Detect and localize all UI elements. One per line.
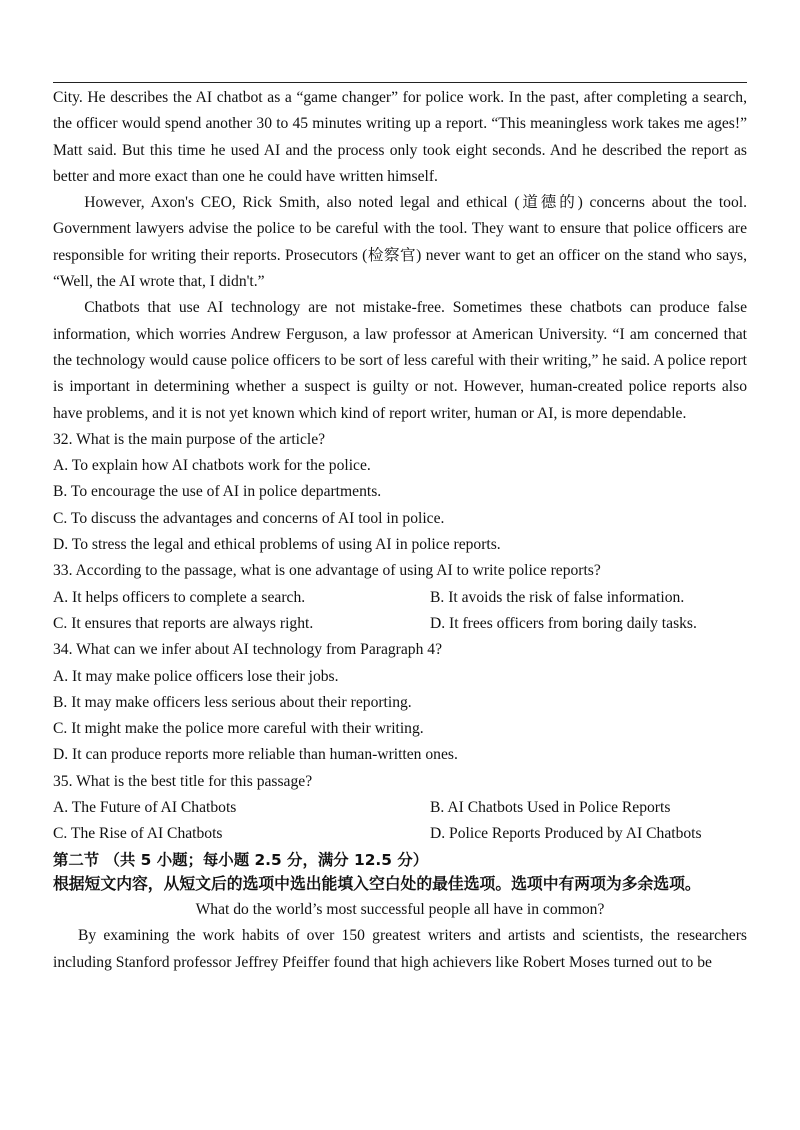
option-a: A. It helps officers to complete a search.	[53, 588, 306, 606]
option-d: D. Police Reports Produced by AI Chatbots	[430, 825, 702, 843]
question-34	[53, 637, 747, 768]
option-row	[53, 795, 747, 821]
question-35	[53, 769, 747, 848]
option-b: B. It may make officers less serious about their reporting.	[53, 693, 412, 711]
section-heading: 第二节 （共 5 小题；每小题 2.5 分，满分 12.5 分）	[53, 850, 429, 869]
option-row	[53, 585, 747, 611]
option-a: A. To explain how AI chatbots work for the police.	[53, 457, 371, 475]
option-c: C. To discuss the advantages and concerns of AI tool in police.	[53, 509, 445, 527]
section-instruction: 根据短文内容，从短文后的选项中选出能填入空白处的最佳选项。选项中有两项为多余选项。	[53, 873, 701, 893]
option-a: A. The Future of AI Chatbots	[53, 799, 237, 817]
header-rule	[53, 82, 747, 83]
option-d: D. It can produce reports more reliable than human-written ones.	[53, 746, 458, 764]
option-row	[53, 821, 747, 847]
question-stem: 34. What can we infer about AI technology from Paragraph 4?	[53, 641, 442, 659]
question-stem: 32. What is the main purpose of the article?	[53, 430, 326, 448]
option-c: C. It ensures that reports are always right.	[53, 614, 314, 632]
option-b: B. It avoids the risk of false information.	[430, 588, 685, 606]
passage-paragraph-3: Chatbots that use AI technology are not mistake-free. Sometimes these chatbots can produce false information, which worries Andrew Ferguson, a law professor at American University. “I am concerned that the technology would cause police officers to be sort of less careful with their writing,” he said. A police report is important in determining whether a suspect is guilty or not. However, human-created police reports also have problems, and it is not yet known which kind of report writer, human or AI, is more dependable.	[53, 299, 747, 422]
option-d: D. It frees officers from boring daily tasks.	[430, 614, 697, 632]
document-body	[53, 85, 747, 976]
option-d: D. To stress the legal and ethical problems of using AI in police reports.	[53, 536, 501, 554]
question-33	[53, 558, 747, 637]
option-row	[53, 611, 747, 637]
option-a: A. It may make police officers lose their jobs.	[53, 667, 339, 685]
option-c: C. It might make the police more careful with their writing.	[53, 720, 424, 738]
option-b: B. To encourage the use of AI in police departments.	[53, 483, 382, 501]
passage-paragraph-2: However, Axon's CEO, Rick Smith, also noted legal and ethical (道德的) concerns about the tool. Government lawyers advise the police to be careful with the tool. They want to ensure that police officers are responsible for writing their reports. Prosecutors (检察官) never want to get an officer on the stand who says, “Well, the AI wrote that, I didn't.”	[53, 194, 747, 291]
option-b: B. AI Chatbots Used in Police Reports	[430, 799, 671, 817]
question-stem: 33. According to the passage, what is one advantage of using AI to write police reports?	[53, 562, 601, 580]
question-stem: 35. What is the best title for this passage?	[53, 772, 313, 790]
passage-title: What do the world’s most successful people all have in common?	[195, 901, 605, 919]
option-c: C. The Rise of AI Chatbots	[53, 825, 223, 843]
question-32	[53, 427, 747, 558]
section2-paragraph-1: By examining the work habits of over 150 greatest writers and artists and scientists, the researchers including Stanford professor Jeffrey Pfeiffer found that high achievers like Robert Moses turned out to be	[53, 927, 747, 971]
passage-paragraph-1: City. He describes the AI chatbot as a “game changer” for police work. In the past, after completing a search, the officer would spend another 30 to 45 minutes writing up a report. “This meaningless work takes me ages!” Matt said. But this time he used AI and the process only took eight seconds. And he described the report as better and more exact than one he could have written himself.	[53, 89, 747, 185]
